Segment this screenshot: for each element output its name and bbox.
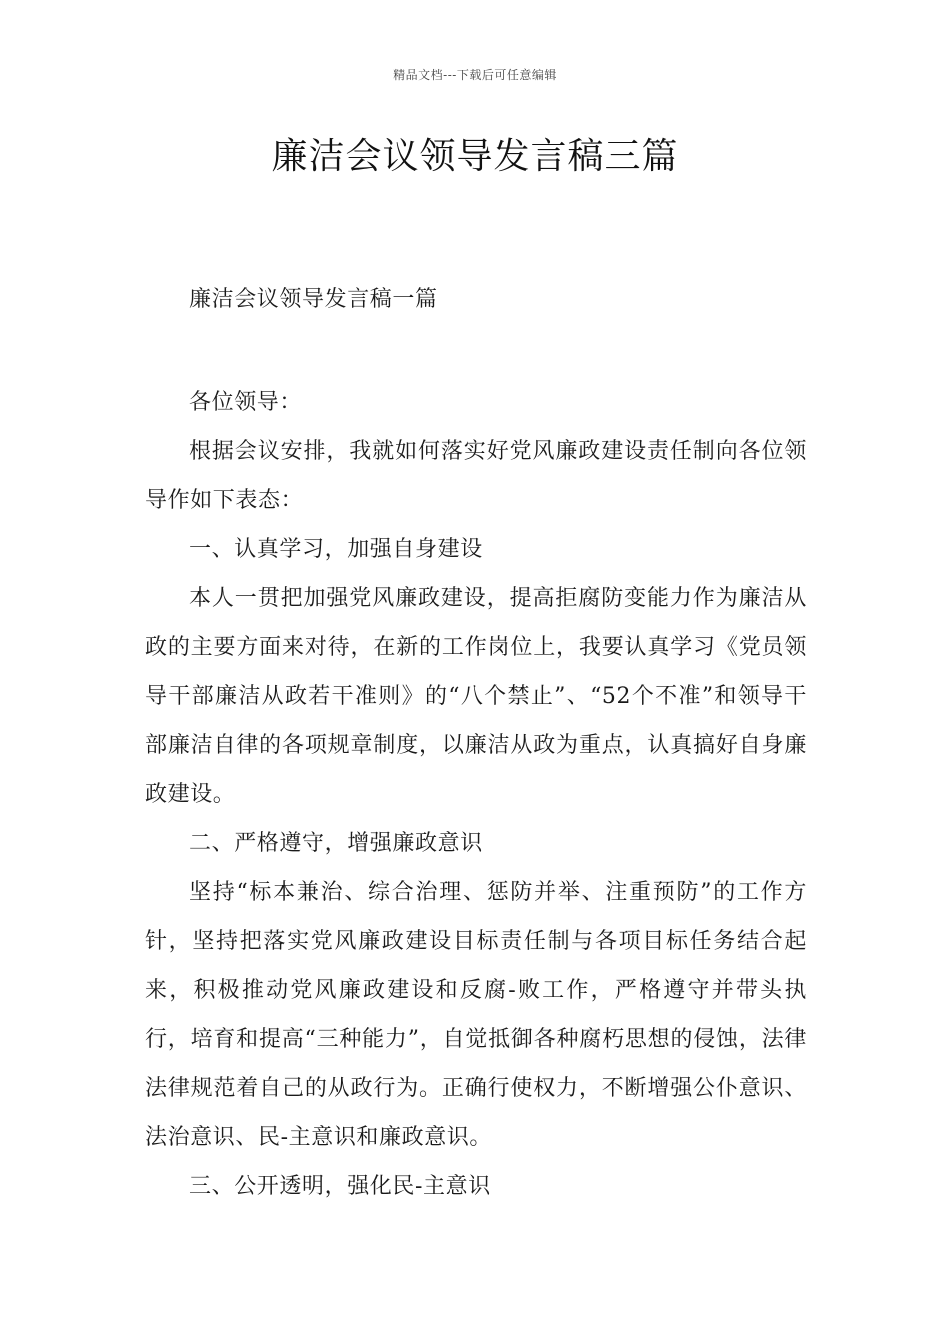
salutation-paragraph: 各位领导： xyxy=(189,390,303,415)
document-title: 廉洁会议领导发言稿三篇 xyxy=(271,136,679,177)
heading-two: 二、严格遵守，增强廉政意识 xyxy=(189,831,483,856)
heading-one: 一、认真学习，加强自身建设 xyxy=(189,537,483,562)
document-body xyxy=(145,378,807,1211)
section-title: 廉洁会议领导发言稿一篇 xyxy=(189,287,438,312)
paragraph-one: 本人一贯把加强党风廉政建设，提高拒腐防变能力作为廉洁从政的主要方面来对待，在新的工作岗位上，我要认真学习《党员领导干部廉洁从政若干准则》的“八个禁止”、“52个不准”和领导干部廉洁自律的各项规章制度，以廉洁从政为重点，认真搞好自身廉政建设。 xyxy=(145,586,807,807)
heading-three: 三、公开透明，强化民-主意识 xyxy=(189,1174,491,1199)
paragraph-two: 坚持“标本兼治、综合治理、惩防并举、注重预防”的工作方针，坚持把落实党风廉政建设目标责任制与各项目标任务结合起来，积极推动党风廉政建设和反腐-败工作，严格遵守并带头执行，培育和提高“三种能力”，自觉抵御各种腐朽思想的侵蚀，法律法律规范着自己的从政行为。正确行使权力，不断增强公仆意识、法治意识、民-主意识和廉政意识。 xyxy=(145,880,807,1150)
intro-paragraph: 根据会议安排，我就如何落实好党风廉政建设责任制向各位领导作如下表态： xyxy=(145,439,807,513)
header-note: 精品文档---下载后可任意编辑 xyxy=(393,68,557,82)
